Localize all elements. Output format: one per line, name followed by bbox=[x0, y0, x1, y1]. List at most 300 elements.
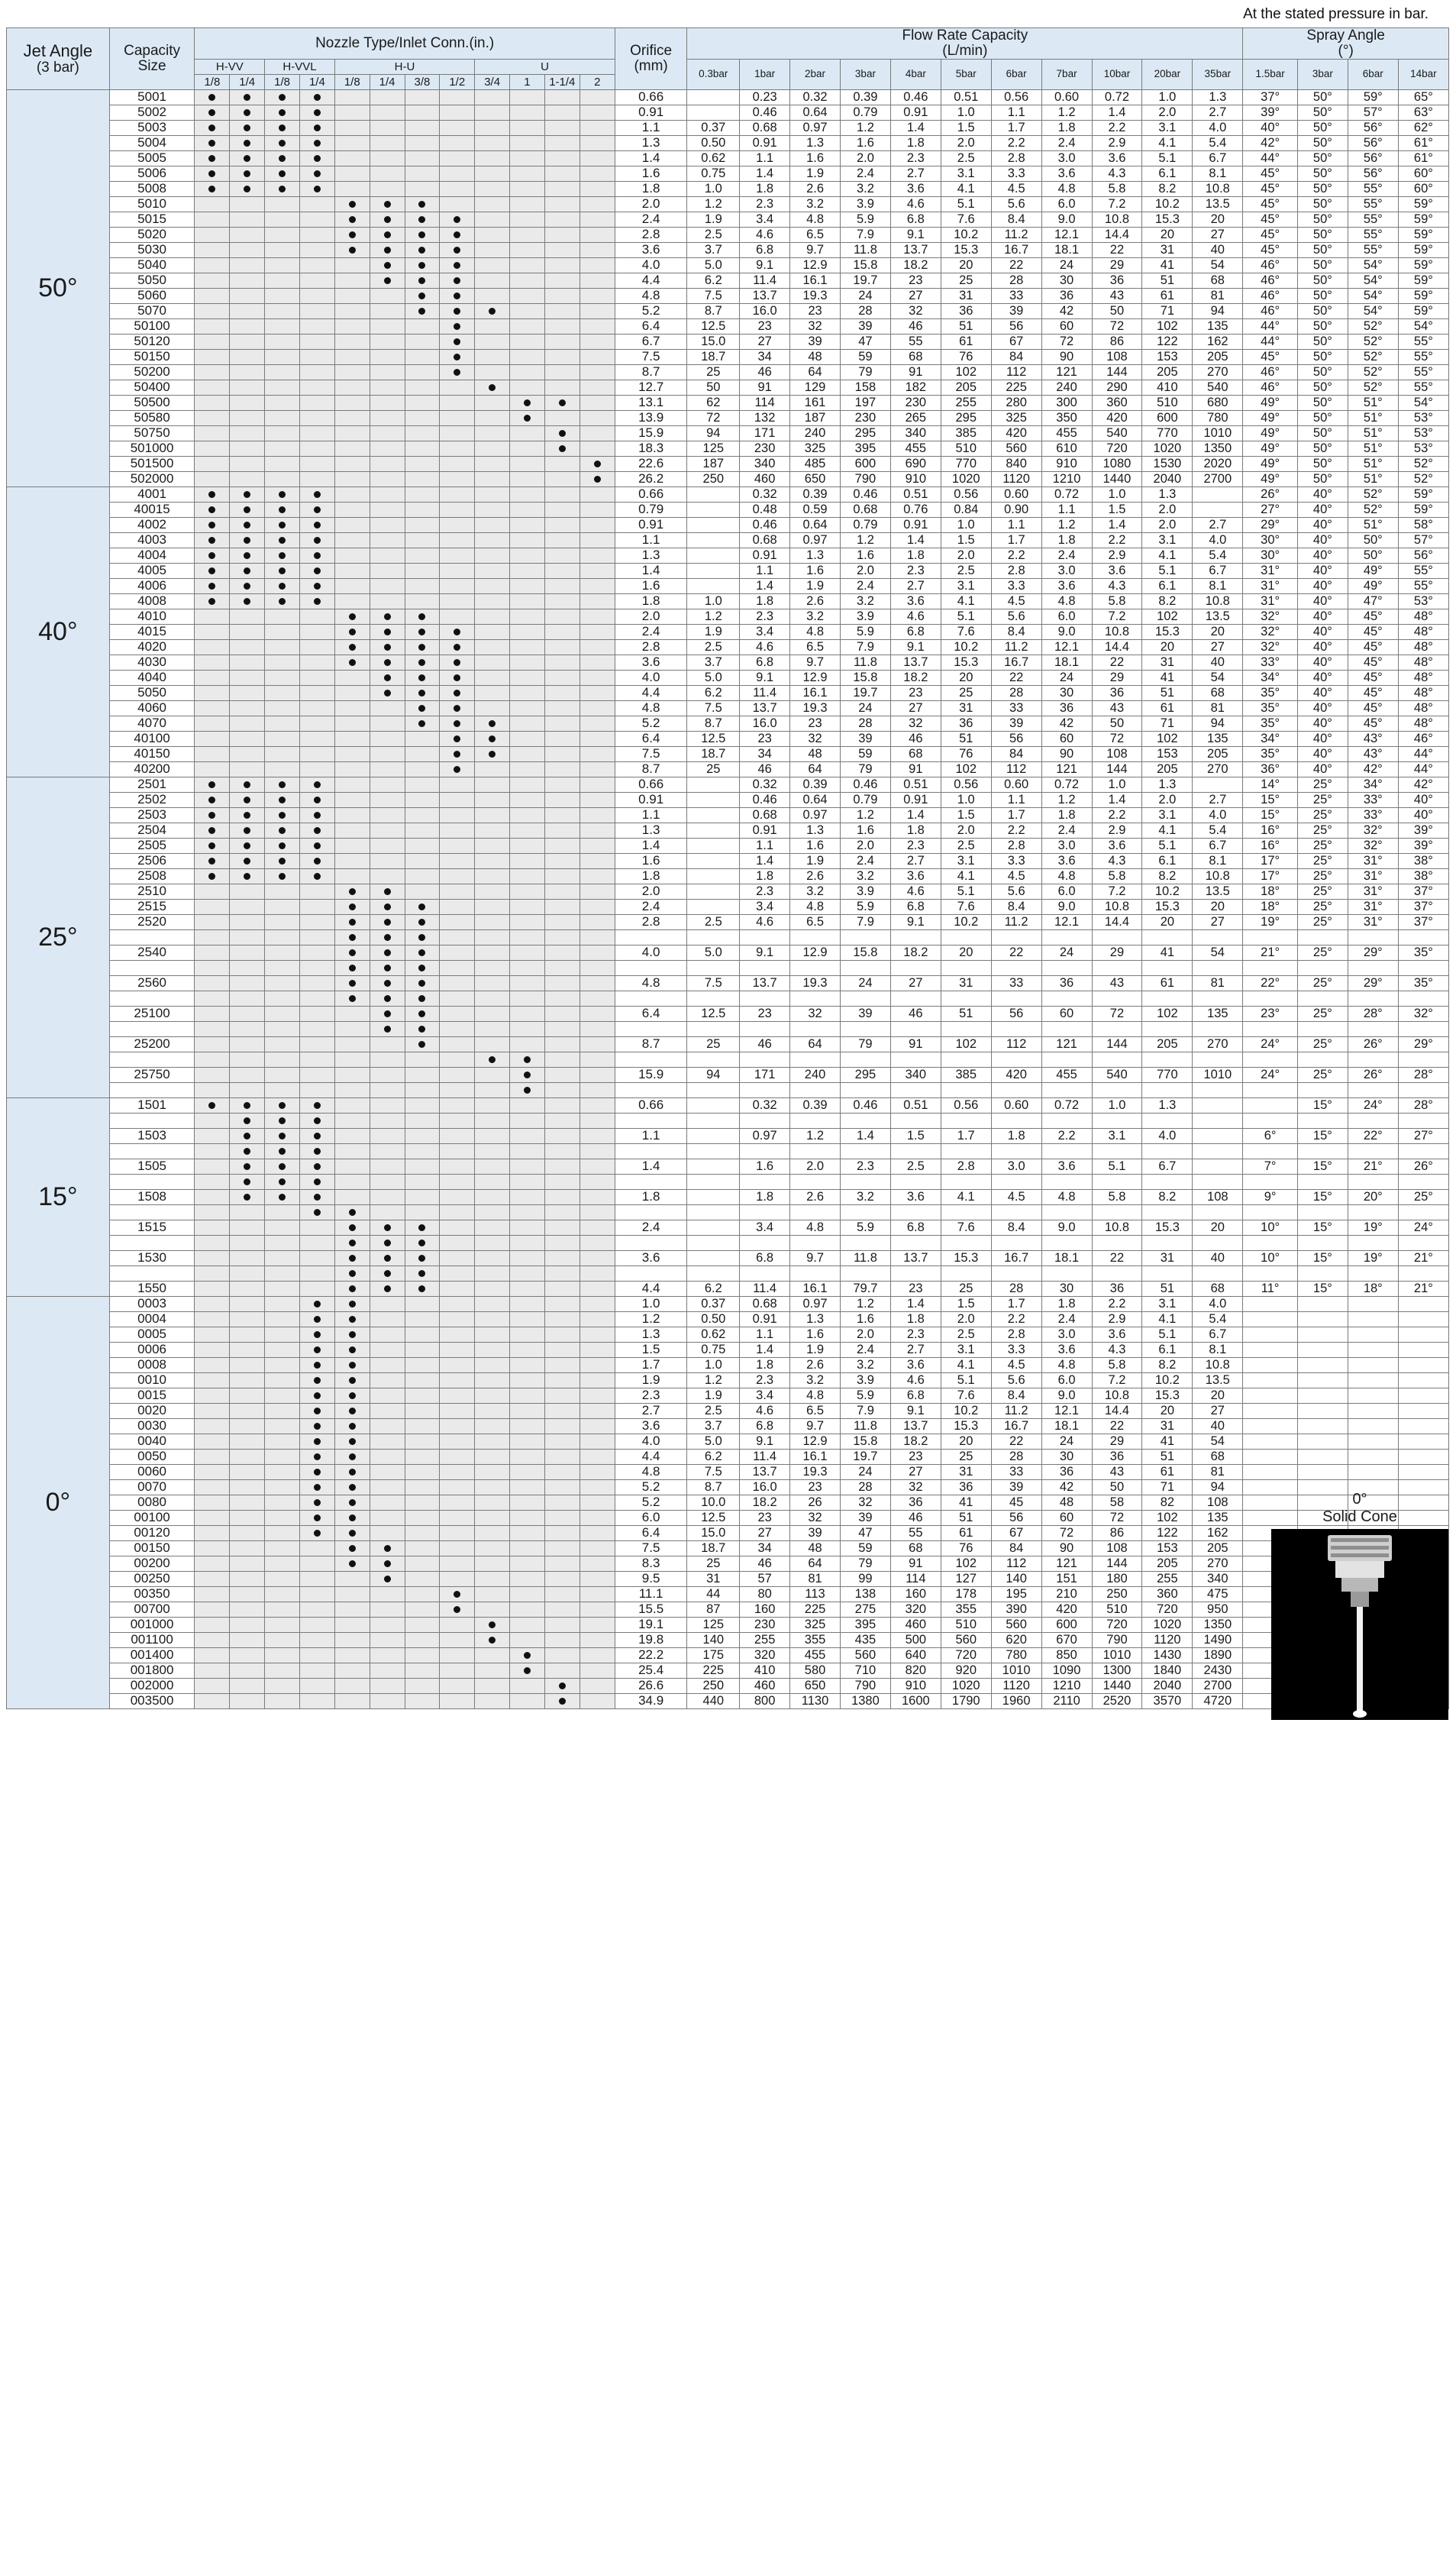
spray-angle-value: 25° bbox=[1297, 914, 1348, 929]
flow-value bbox=[1041, 960, 1092, 975]
conn-dot-marker bbox=[334, 914, 370, 929]
flow-value: 3.2 bbox=[840, 181, 890, 196]
flow-value: 1120 bbox=[1142, 1632, 1193, 1647]
table-row bbox=[7, 1388, 1449, 1403]
flow-value: 1120 bbox=[991, 471, 1041, 486]
conn-empty bbox=[579, 807, 615, 823]
flow-value: 230 bbox=[890, 395, 941, 410]
spray-angle-value: 54° bbox=[1398, 318, 1448, 334]
flow-value: 240 bbox=[1041, 380, 1092, 395]
flow-value: 16.0 bbox=[740, 716, 790, 731]
table-row bbox=[7, 884, 1449, 899]
spray-angle-value: 45° bbox=[1348, 670, 1398, 685]
conn-group-hu: H-U bbox=[334, 59, 474, 74]
capacity-size bbox=[109, 1021, 195, 1036]
conn-empty bbox=[405, 853, 440, 868]
orifice-value: 26.6 bbox=[615, 1678, 687, 1693]
spray-angle-value: 39° bbox=[1243, 105, 1298, 120]
spray-angle-value bbox=[1243, 1403, 1298, 1418]
flow-value: 0.51 bbox=[890, 1097, 941, 1113]
spray-angle-value: 31° bbox=[1243, 563, 1298, 578]
capacity-size: 0010 bbox=[109, 1372, 195, 1388]
conn-empty bbox=[334, 135, 370, 150]
conn-dot-marker bbox=[334, 609, 370, 624]
conn-dot-marker bbox=[405, 227, 440, 242]
flow-value: 1.8 bbox=[991, 1128, 1041, 1143]
conn-empty bbox=[544, 578, 579, 593]
flow-value bbox=[740, 1265, 790, 1281]
table-row bbox=[7, 1082, 1449, 1097]
conn-dot-marker bbox=[265, 1174, 300, 1189]
conn-empty bbox=[440, 868, 475, 884]
conn-empty bbox=[475, 257, 510, 273]
conn-empty bbox=[544, 1388, 579, 1403]
conn-empty bbox=[334, 1693, 370, 1708]
conn-empty bbox=[265, 639, 300, 655]
flow-value: 255 bbox=[941, 395, 991, 410]
conn-dot-marker bbox=[299, 1296, 334, 1311]
spray-angle-value: 40° bbox=[1297, 563, 1348, 578]
orifice-value bbox=[615, 1113, 687, 1128]
flow-value: 5.1 bbox=[941, 1372, 991, 1388]
conn-dot-marker bbox=[299, 1128, 334, 1143]
flow-value: 1430 bbox=[1142, 1647, 1193, 1663]
conn-empty bbox=[544, 1082, 579, 1097]
spray-angle-value: 45° bbox=[1348, 655, 1398, 670]
spray-angle-value: 50° bbox=[1297, 364, 1348, 380]
orifice-value: 0.91 bbox=[615, 105, 687, 120]
conn-dot-marker bbox=[405, 670, 440, 685]
spray-angle-value bbox=[1243, 1021, 1298, 1036]
conn-dot-marker bbox=[265, 532, 300, 548]
flow-value: 10.2 bbox=[941, 227, 991, 242]
conn-empty bbox=[334, 716, 370, 731]
flow-value: 770 bbox=[1142, 1067, 1193, 1082]
conn-empty bbox=[405, 1174, 440, 1189]
flow-value: 3.6 bbox=[1041, 1342, 1092, 1357]
conn-empty bbox=[230, 1052, 265, 1067]
flow-value: 27 bbox=[890, 288, 941, 303]
spray-angle-value: 52° bbox=[1348, 364, 1398, 380]
spray-angle-value bbox=[1348, 1143, 1398, 1159]
table-row bbox=[7, 1602, 1449, 1617]
conn-empty bbox=[544, 1097, 579, 1113]
flow-value: 4.8 bbox=[790, 1220, 841, 1235]
conn-empty bbox=[510, 853, 545, 868]
flow-value: 144 bbox=[1092, 364, 1142, 380]
conn-dot-marker bbox=[299, 777, 334, 792]
conn-dot-marker bbox=[299, 1143, 334, 1159]
flow-value: 4.0 bbox=[1193, 532, 1243, 548]
spray-angle-value: 25° bbox=[1297, 899, 1348, 914]
conn-empty bbox=[544, 1021, 579, 1036]
flow-value: 2.6 bbox=[790, 1357, 841, 1372]
spray-angle-value bbox=[1348, 1327, 1398, 1342]
flow-value: 0.39 bbox=[790, 486, 841, 502]
orifice-value: 4.4 bbox=[615, 273, 687, 288]
flow-value: 1.2 bbox=[840, 1296, 890, 1311]
conn-group-u: U bbox=[475, 59, 615, 74]
flow-value bbox=[1193, 1097, 1243, 1113]
flow-value: 20 bbox=[941, 257, 991, 273]
flow-value: 4.6 bbox=[740, 914, 790, 929]
conn-empty bbox=[544, 334, 579, 349]
spray-angle-value bbox=[1348, 1204, 1398, 1220]
spray-angle-value: 40° bbox=[1297, 532, 1348, 548]
conn-empty bbox=[299, 1235, 334, 1250]
flow-value: 10.8 bbox=[1193, 868, 1243, 884]
spray-angle-value: 36° bbox=[1243, 761, 1298, 777]
flow-value: 8.2 bbox=[1142, 593, 1193, 609]
conn-dot-marker bbox=[230, 1189, 265, 1204]
conn-empty bbox=[334, 502, 370, 517]
flow-value: 360 bbox=[1092, 395, 1142, 410]
flow-value: 5.0 bbox=[687, 670, 740, 685]
spray-angle-value: 35° bbox=[1243, 746, 1298, 761]
conn-empty bbox=[440, 1372, 475, 1388]
conn-dot-marker bbox=[440, 1602, 475, 1617]
flow-value: 51 bbox=[1142, 273, 1193, 288]
flow-value: 15.3 bbox=[941, 655, 991, 670]
flow-value: 20 bbox=[1142, 227, 1193, 242]
conn-dot-marker bbox=[440, 761, 475, 777]
spray-angle-value bbox=[1348, 1174, 1398, 1189]
spray-angle-value: 40° bbox=[1398, 807, 1448, 823]
conn-empty bbox=[265, 1342, 300, 1357]
conn-empty bbox=[405, 349, 440, 364]
conn-empty bbox=[195, 899, 230, 914]
flow-value: 67 bbox=[991, 334, 1041, 349]
jet-angle-1: 40° bbox=[7, 486, 110, 777]
capacity-size bbox=[109, 960, 195, 975]
flow-value: 1.2 bbox=[687, 1372, 740, 1388]
spray-angle-value: 23° bbox=[1243, 1006, 1298, 1021]
flow-value: 840 bbox=[991, 456, 1041, 471]
conn-empty bbox=[230, 914, 265, 929]
conn-dot-marker bbox=[195, 868, 230, 884]
conn-empty bbox=[370, 1495, 405, 1510]
flow-value: 1.6 bbox=[790, 1327, 841, 1342]
conn-empty bbox=[544, 1632, 579, 1647]
conn-empty bbox=[299, 1265, 334, 1281]
flow-value: 2.7 bbox=[1193, 517, 1243, 532]
spray-angle-value bbox=[1398, 1143, 1448, 1159]
conn-empty bbox=[265, 1021, 300, 1036]
conn-empty bbox=[265, 1281, 300, 1296]
conn-dot-marker bbox=[405, 929, 440, 945]
flow-value: 61 bbox=[1142, 975, 1193, 991]
flow-value: 27 bbox=[1193, 227, 1243, 242]
conn-dot-marker bbox=[299, 1204, 334, 1220]
capacity-size: 40015 bbox=[109, 502, 195, 517]
capacity-size: 4006 bbox=[109, 578, 195, 593]
flow-value: 18.2 bbox=[890, 670, 941, 685]
flow-value: 2430 bbox=[1193, 1663, 1243, 1678]
conn-empty bbox=[334, 1052, 370, 1067]
conn-empty bbox=[195, 1220, 230, 1235]
flow-value: 25 bbox=[687, 364, 740, 380]
spray-angle-value: 19° bbox=[1348, 1250, 1398, 1265]
flow-value: 205 bbox=[1142, 364, 1193, 380]
flow-value: 18.2 bbox=[890, 945, 941, 960]
table-row bbox=[7, 380, 1449, 395]
conn-empty bbox=[475, 410, 510, 425]
flow-value: 2.4 bbox=[840, 1342, 890, 1357]
flow-value: 680 bbox=[1193, 395, 1243, 410]
conn-empty bbox=[230, 380, 265, 395]
conn-dot-marker bbox=[195, 593, 230, 609]
orifice-value: 1.1 bbox=[615, 532, 687, 548]
conn-empty bbox=[405, 761, 440, 777]
orifice-value: 1.1 bbox=[615, 120, 687, 135]
flow-value: 225 bbox=[790, 1602, 841, 1617]
spray-angle-value: 25° bbox=[1297, 807, 1348, 823]
table-row bbox=[7, 655, 1449, 670]
spray-angle-value: 17° bbox=[1243, 853, 1298, 868]
flow-value: 385 bbox=[941, 425, 991, 441]
conn-empty bbox=[510, 1128, 545, 1143]
flow-value: 5.0 bbox=[687, 945, 740, 960]
flow-value: 230 bbox=[740, 441, 790, 456]
conn-empty bbox=[510, 991, 545, 1006]
conn-dot-marker bbox=[299, 1097, 334, 1113]
conn-dot-marker bbox=[440, 349, 475, 364]
spray-angle-value bbox=[1243, 1357, 1298, 1372]
flow-value: 1.8 bbox=[740, 1357, 790, 1372]
conn-empty bbox=[440, 838, 475, 853]
conn-empty bbox=[195, 1159, 230, 1174]
conn-empty bbox=[405, 578, 440, 593]
spray-angle-value: 42° bbox=[1398, 777, 1448, 792]
conn-dot-marker bbox=[195, 807, 230, 823]
spray-angle-value bbox=[1297, 991, 1348, 1006]
conn-dot-marker bbox=[405, 700, 440, 716]
spray-angle-value: 28° bbox=[1398, 1097, 1448, 1113]
flow-value: 20 bbox=[1142, 639, 1193, 655]
flow-value: 4.0 bbox=[1193, 807, 1243, 823]
spray-angle-value: 50° bbox=[1297, 395, 1348, 410]
conn-empty bbox=[544, 655, 579, 670]
flow-value: 2.9 bbox=[1092, 1311, 1142, 1327]
conn-empty bbox=[475, 135, 510, 150]
flow-value: 160 bbox=[890, 1586, 941, 1602]
flow-value: 540 bbox=[1092, 425, 1142, 441]
conn-empty bbox=[299, 899, 334, 914]
flow-value: 690 bbox=[890, 456, 941, 471]
flow-value: 7.6 bbox=[941, 212, 991, 227]
spray-angle-value: 50° bbox=[1297, 410, 1348, 425]
flow-value bbox=[991, 929, 1041, 945]
conn-dot-marker bbox=[230, 807, 265, 823]
conn-empty bbox=[544, 899, 579, 914]
flow-value bbox=[1142, 960, 1193, 975]
flow-value bbox=[687, 578, 740, 593]
pressure-35bar: 35bar bbox=[1193, 59, 1243, 89]
conn-dot-marker bbox=[334, 1495, 370, 1510]
conn-empty bbox=[544, 868, 579, 884]
flow-value: 6.7 bbox=[1193, 563, 1243, 578]
flow-value: 8.7 bbox=[687, 303, 740, 318]
flow-value: 20 bbox=[1193, 1220, 1243, 1235]
conn-empty bbox=[195, 1510, 230, 1525]
orifice-value: 22.2 bbox=[615, 1647, 687, 1663]
conn-dot-marker bbox=[230, 89, 265, 105]
flow-value: 19.7 bbox=[840, 273, 890, 288]
conn-empty bbox=[440, 502, 475, 517]
flow-value: 6.0 bbox=[1041, 609, 1092, 624]
conn-empty bbox=[440, 884, 475, 899]
flow-value: 3.1 bbox=[1142, 807, 1193, 823]
flow-value: 16.1 bbox=[790, 685, 841, 700]
spray-angle-value: 15° bbox=[1243, 807, 1298, 823]
flow-value: 0.97 bbox=[790, 120, 841, 135]
capacity-size: 2506 bbox=[109, 853, 195, 868]
flow-value: 4.1 bbox=[941, 868, 991, 884]
spray-angle-value: 34° bbox=[1348, 777, 1398, 792]
flow-value: 61 bbox=[1142, 1464, 1193, 1479]
flow-value bbox=[740, 1174, 790, 1189]
conn-dot-marker bbox=[440, 303, 475, 318]
conn-dot-marker bbox=[475, 1632, 510, 1647]
flow-value: 1.4 bbox=[1092, 517, 1142, 532]
conn-dot-marker bbox=[475, 380, 510, 395]
flow-value: 22 bbox=[991, 257, 1041, 273]
conn-empty bbox=[405, 1357, 440, 1372]
cone-type-label: Solid Cone bbox=[1322, 1508, 1397, 1525]
spray-angle-value: 30° bbox=[1243, 532, 1298, 548]
flow-value: 22 bbox=[1092, 655, 1142, 670]
conn-empty bbox=[405, 181, 440, 196]
flow-value: 25 bbox=[687, 1036, 740, 1052]
capacity-size: 4070 bbox=[109, 716, 195, 731]
flow-value: 18.1 bbox=[1041, 1250, 1092, 1265]
conn-empty bbox=[370, 1342, 405, 1357]
conn-empty bbox=[195, 960, 230, 975]
flow-value: 0.91 bbox=[740, 823, 790, 838]
flow-value: 9.0 bbox=[1041, 899, 1092, 914]
conn-empty bbox=[370, 318, 405, 334]
conn-dot-marker bbox=[334, 1540, 370, 1556]
spray-angle-value: 40° bbox=[1297, 670, 1348, 685]
flow-value: 340 bbox=[740, 456, 790, 471]
flow-value: 6.8 bbox=[890, 1220, 941, 1235]
conn-dot-marker bbox=[265, 823, 300, 838]
conn-empty bbox=[230, 1372, 265, 1388]
flow-value: 5.6 bbox=[991, 1372, 1041, 1388]
spray-angle-value: 44° bbox=[1243, 318, 1298, 334]
conn-empty bbox=[334, 1632, 370, 1647]
conn-empty bbox=[405, 807, 440, 823]
conn-dot-marker bbox=[334, 1403, 370, 1418]
conn-empty bbox=[440, 1342, 475, 1357]
conn-empty bbox=[370, 166, 405, 181]
conn-empty bbox=[579, 288, 615, 303]
orifice-value: 5.2 bbox=[615, 716, 687, 731]
flow-value bbox=[1041, 1082, 1092, 1097]
conn-empty bbox=[299, 227, 334, 242]
flow-value: 2.7 bbox=[890, 1342, 941, 1357]
spray-angle-value: 19° bbox=[1348, 1220, 1398, 1235]
conn-dot-marker bbox=[544, 441, 579, 456]
conn-empty bbox=[230, 929, 265, 945]
flow-value: 4.5 bbox=[991, 868, 1041, 884]
table-row bbox=[7, 1403, 1449, 1418]
conn-empty bbox=[544, 486, 579, 502]
flow-value: 210 bbox=[1041, 1586, 1092, 1602]
conn-empty bbox=[195, 929, 230, 945]
flow-value bbox=[687, 853, 740, 868]
flow-value: 3.2 bbox=[840, 1357, 890, 1372]
conn-empty bbox=[579, 1357, 615, 1372]
capacity-size bbox=[109, 1082, 195, 1097]
capacity-size: 1501 bbox=[109, 1097, 195, 1113]
conn-empty bbox=[195, 1296, 230, 1311]
flow-value: 2.0 bbox=[840, 838, 890, 853]
flow-value: 13.5 bbox=[1193, 609, 1243, 624]
flow-value: 11.8 bbox=[840, 1418, 890, 1434]
flow-value: 99 bbox=[840, 1571, 890, 1586]
conn-empty bbox=[230, 425, 265, 441]
conn-empty bbox=[334, 273, 370, 288]
flow-value: 2.5 bbox=[941, 563, 991, 578]
conn-empty bbox=[334, 166, 370, 181]
flow-value: 2.5 bbox=[941, 150, 991, 166]
spray-angle-value: 24° bbox=[1398, 1220, 1448, 1235]
spray-angle-value bbox=[1398, 960, 1448, 975]
conn-dot-marker bbox=[299, 593, 334, 609]
conn-empty bbox=[579, 120, 615, 135]
conn-dot-marker bbox=[299, 1525, 334, 1540]
conn-empty bbox=[195, 380, 230, 395]
conn-empty bbox=[475, 1495, 510, 1510]
flow-value: 14.4 bbox=[1092, 914, 1142, 929]
spray-angle-value: 40° bbox=[1297, 655, 1348, 670]
conn-empty bbox=[579, 1281, 615, 1296]
conn-empty bbox=[334, 1113, 370, 1128]
conn-dot-marker bbox=[475, 1617, 510, 1632]
flow-value: 1.8 bbox=[1041, 807, 1092, 823]
flow-value: 2.5 bbox=[890, 1159, 941, 1174]
conn-empty bbox=[334, 349, 370, 364]
spray-angle-value: 52° bbox=[1348, 334, 1398, 349]
conn-empty bbox=[440, 1021, 475, 1036]
conn-empty bbox=[299, 1006, 334, 1021]
flow-value: 205 bbox=[1193, 1540, 1243, 1556]
conn-empty bbox=[230, 1265, 265, 1281]
orifice-value: 15.9 bbox=[615, 1067, 687, 1082]
spray-angle-value: 32° bbox=[1398, 1006, 1448, 1021]
flow-value: 32 bbox=[790, 318, 841, 334]
flow-value: 0.51 bbox=[890, 486, 941, 502]
flow-value: 46 bbox=[890, 1510, 941, 1525]
flow-value: 59 bbox=[840, 349, 890, 364]
conn-dot-marker bbox=[334, 929, 370, 945]
conn-empty bbox=[299, 380, 334, 395]
conn-empty bbox=[544, 609, 579, 624]
spray-angle-value: 56° bbox=[1348, 150, 1398, 166]
conn-empty bbox=[544, 303, 579, 318]
conn-empty bbox=[440, 1097, 475, 1113]
spray-angle-value bbox=[1297, 929, 1348, 945]
flow-value: 15.3 bbox=[1142, 212, 1193, 227]
conn-dot-marker bbox=[370, 609, 405, 624]
flow-value: 4.8 bbox=[790, 212, 841, 227]
flow-value: 3.1 bbox=[1142, 1296, 1193, 1311]
flow-value: 42 bbox=[1041, 716, 1092, 731]
flow-value: 2.5 bbox=[941, 1327, 991, 1342]
table-row bbox=[7, 991, 1449, 1006]
flow-value bbox=[687, 792, 740, 807]
